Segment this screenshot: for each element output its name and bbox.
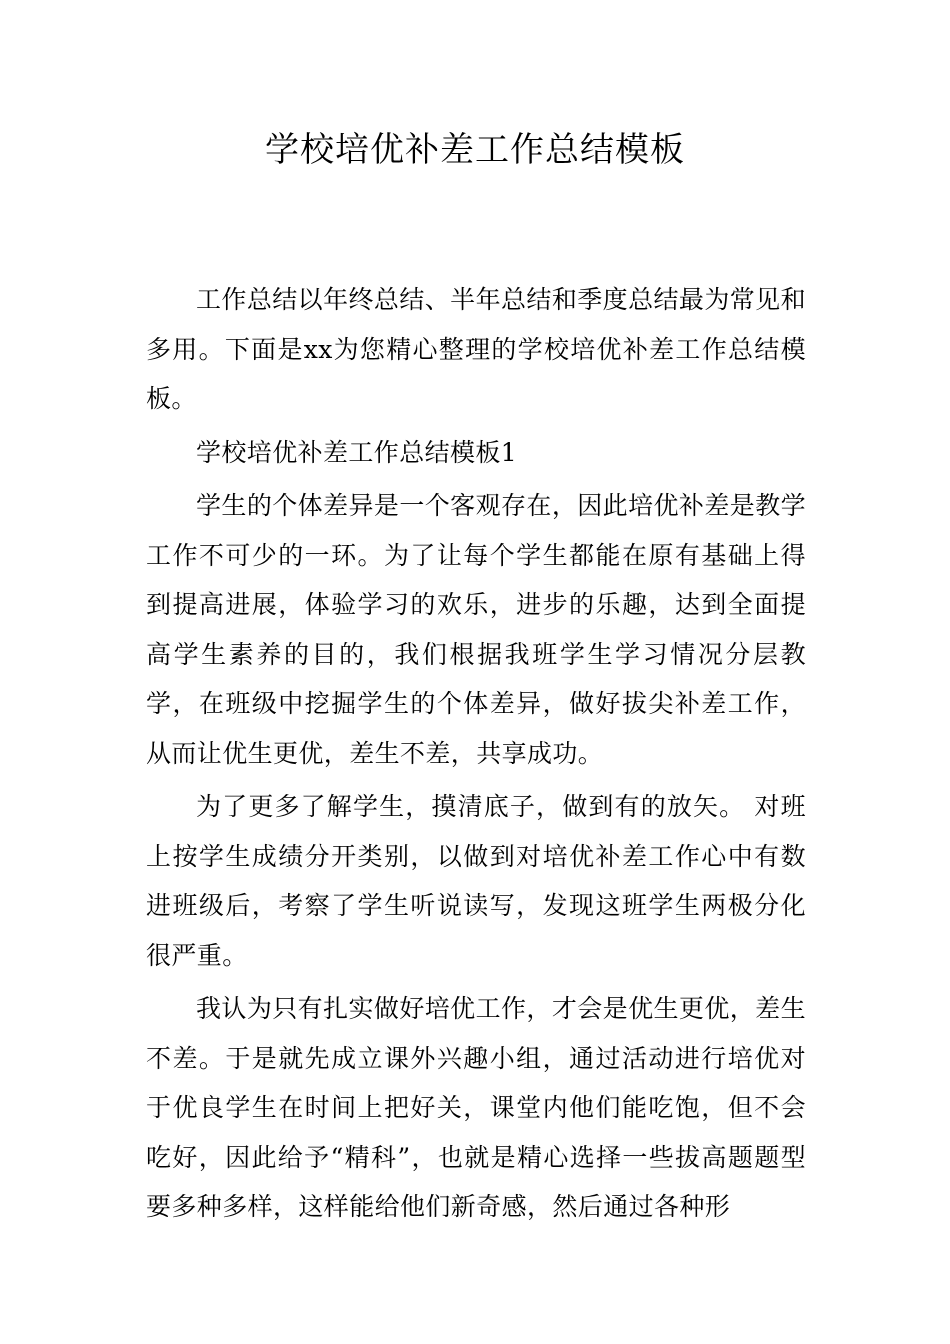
document-title: 学校培优补差工作总结模板 (265, 130, 685, 170)
section-heading: 学校培优补差工作总结模板1 (196, 437, 518, 467)
body-paragraph: 我认为只有扎实做好培优工作，才会是优生更优，差生不差。于是就先成立课外兴趣小组，通过活动进行培优对于优良学生在时间上把好关，课堂内他们能吃饱，但不会吃好，因此给予“精科”，也就是精心选择一些拔高题题型要多种多样，这样能给他们新奇感，然后通过各种形 (146, 994, 806, 1221)
body-paragraph: 为了更多了解学生，摸清底子，做到有的放矢。 对班上按学生成绩分开类别，以做到对培优补差工作心中有数进班级后，考察了学生听说读写，发现这班学生两极分化很严重。 (146, 792, 806, 970)
intro-paragraph: 工作总结以年终总结、半年总结和季度总结最为常见和多用。下面是xx为您精心整理的学校培优补差工作总结模板。 (146, 285, 806, 413)
body-paragraph: 学生的个体差异是一个客观存在，因此培优补差是教学工作不可少的一环。为了让每个学生都能在原有基础上得到提高进展，体验学习的欢乐，进步的乐趣，达到全面提高学生素养的目的，我们根据我班学生学习情况分层教学，在班级中挖掘学生的个体差异，做好拔尖补差工作，从而让优生更优，差生不差，共享成功。 (146, 491, 806, 768)
document-body (146, 275, 806, 1236)
